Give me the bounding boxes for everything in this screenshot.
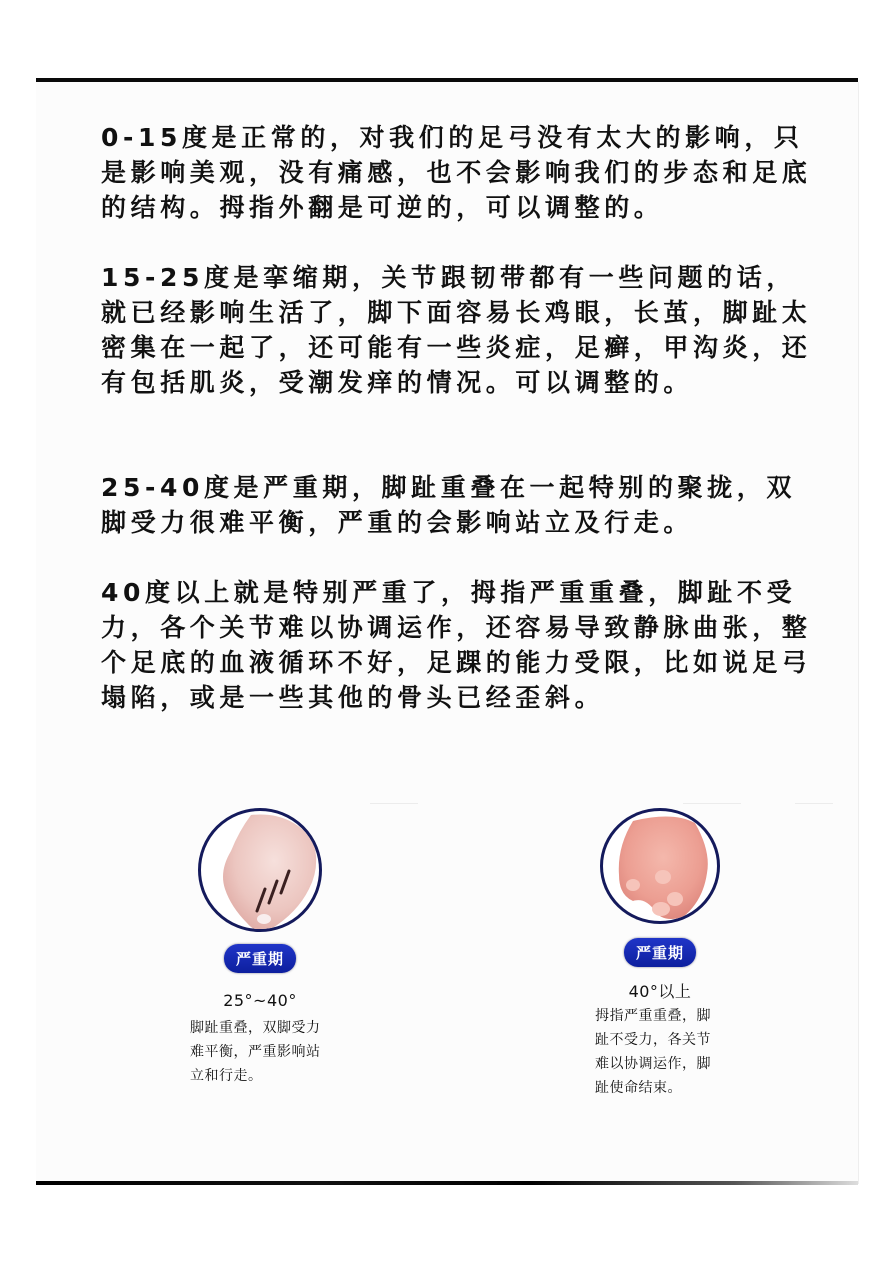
stage-card-moderate	[180, 808, 340, 1088]
decorative-line	[795, 803, 833, 804]
paragraph-25-40-degrees: 25-40度是严重期，脚趾重叠在一起特别的聚拢，双脚受力很难平衡，严重的会影响站立及行走。	[101, 473, 796, 537]
stage-range: 25°~40°	[223, 991, 297, 1010]
stage-range: 40°以上	[628, 982, 692, 1001]
decorative-line	[370, 803, 418, 804]
paragraph-40-plus-degrees: 40度以上就是特别严重了，拇指严重重叠，脚趾不受力，各个关节难以协调运作，还容易导致静脉曲张，整个足底的血液循环不好，足踝的能力受限，比如说足弓塌陷，或是一些其他的骨头已经歪斜。	[101, 578, 812, 712]
paragraph-0-15-degrees: 0-15度是正常的，对我们的足弓没有太大的影响，只是影响美观，没有痛感，也不会影响我们的步态和足底的结构。拇指外翻是可逆的，可以调整的。	[101, 123, 812, 222]
foot-severe-bunion-image	[600, 808, 720, 924]
paragraph-15-25-degrees: 15-25度是挛缩期，关节跟韧带都有一些问题的话，就已经影响生活了，脚下面容易长鸡眼，长茧，脚趾太密集在一起了，还可能有一些炎症，足癣，甲沟炎，还有包括肌炎，受潮发痒的情况。可以调整的。	[101, 263, 812, 397]
foot-icon	[603, 811, 720, 924]
stage-description: 脚趾重叠，双脚受力难平衡，严重影响站立和行走。	[190, 1020, 321, 1084]
stage-card-severe	[580, 808, 740, 1100]
foot-icon	[201, 811, 322, 932]
foot-moderate-bunion-image	[198, 808, 322, 932]
bottom-divider	[36, 1181, 858, 1185]
decorative-line	[683, 803, 741, 804]
stage-badge: 严重期	[224, 944, 296, 973]
stage-badge: 严重期	[624, 938, 696, 967]
stage-description: 拇指严重重叠，脚趾不受力，各关节难以协调运作，脚趾使命结束。	[595, 1008, 711, 1096]
